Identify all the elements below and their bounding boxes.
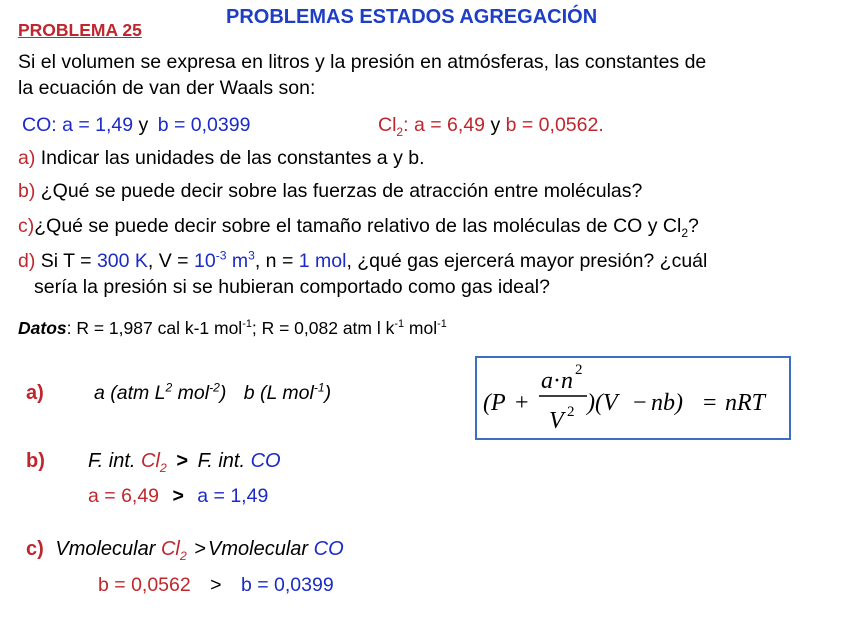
answer-c-values: b = 0,0562 > b = 0,0399 [98,574,334,596]
svg-text:nb): nb) [651,390,683,416]
svg-text:nRT: nRT [725,390,766,416]
question-c: c)¿Qué se puede decir sobre el tamaño relativo de las moléculas de CO y $Cl_2$? [18,215,699,240]
answer-a-units: a (atm $L^2$ mol$^{-2}$) b (L mol$^{-1}$) [94,380,332,404]
co-b-value: b = 0,0399 [157,114,251,136]
statement-line-1: Si el volumen se expresa en litros y la presión en atmósferas, las constantes de [18,51,707,73]
question-b: b) ¿Qué se puede decir sobre las fuerzas de atracción entre moléculas? [18,180,643,202]
co-a-value: a = 1,49 [62,114,134,136]
question-d-line-2: sería la presión si se hubieran comportado como gas ideal? [34,276,550,298]
answer-a-label: a) [26,382,44,404]
van-der-waals-formula [475,356,791,440]
answer-b-values: a = 6,49 > a = 1,49 [88,485,269,507]
cl2-constants: $Cl_2$: a = 6,49 y b = 0,0562. [378,114,604,139]
co-label: CO: [22,114,57,136]
cl2-label: $Cl_2$: [378,114,409,139]
page-title: PROBLEMAS ESTADOS AGREGACIÓN [226,6,598,28]
svg-text:−: − [633,390,647,416]
svg-text:(P: (P [483,390,506,416]
svg-text:V: V [549,408,564,434]
cl2-b-value: b = 0,0562 [505,114,599,136]
answer-b-label: b) [26,450,45,472]
co-constants [22,114,250,137]
answer-b-forces: F. int. $Cl_2 > F$. int. CO [88,450,281,475]
svg-text:·: · [553,368,561,394]
svg-text:2: 2 [575,362,583,378]
problem-number: PROBLEMA 25 [18,20,142,40]
svg-text:a: a [541,368,553,394]
svg-text:+: + [515,390,529,416]
co-y: y [138,114,149,136]
datos-label: Datos [18,318,67,338]
cl2-y: y [490,114,501,136]
answer-c-volumes: c) Vmolecular $Cl_2$ > Vmolecular CO [26,538,344,563]
datos-line: Datos: R = 1,987 cal k-1 mol$^{-1}$; R = 0,082 atm l $k^{-1}$ mol$^{-1}$ [18,318,447,338]
question-a: a) Indicar las unidades de las constantes a y b. [18,147,425,169]
svg-text:2: 2 [567,404,575,420]
svg-text:)(V: )(V [587,390,618,416]
svg-text:=: = [703,390,717,416]
question-d: d) Si T = 300 K, $V = 10^{-3}$ $m^3$, n = 1 mol, ¿qué gas ejercerá mayor presión? ¿cuál [18,248,708,272]
svg-text:n: n [561,368,573,394]
cl2-a-value: a = 6,49 [413,114,486,136]
statement-line-2: la ecuación de van der Waals son: [18,77,316,99]
